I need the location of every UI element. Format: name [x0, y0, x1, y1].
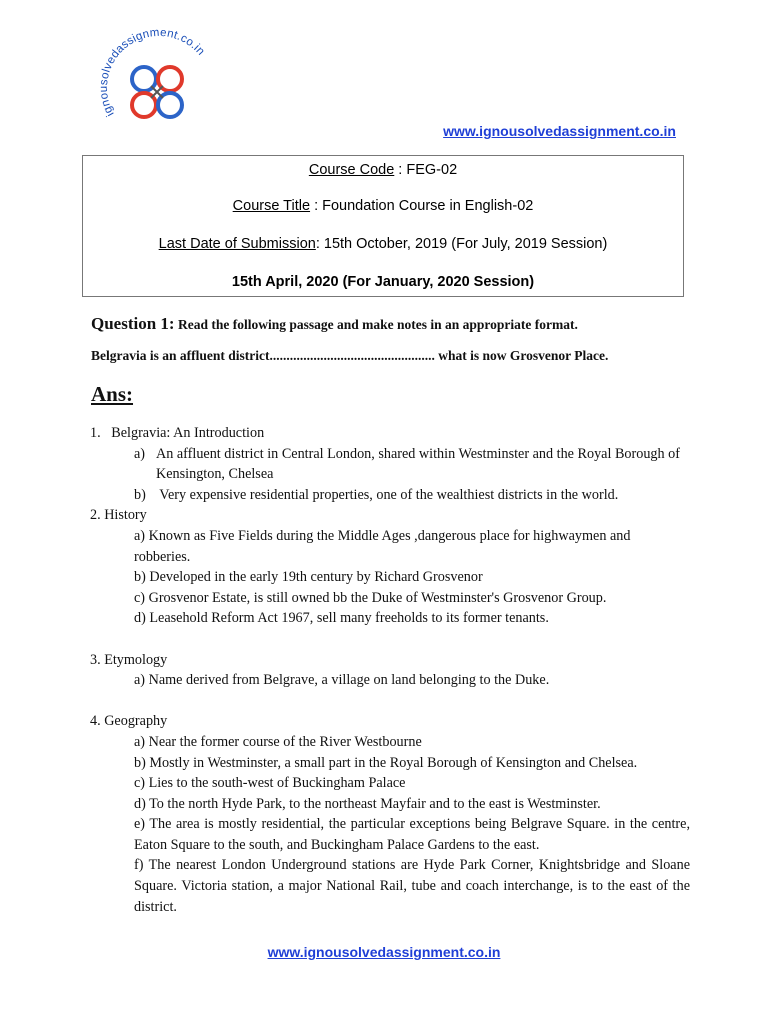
note-text: Very expensive residential properties, one of the wealthiest districts in the world. [156, 486, 619, 503]
section-heading: 2. History [90, 507, 147, 524]
note-item [90, 485, 690, 506]
course-code-value: : FEG-02 [394, 162, 458, 178]
note-item: a) Name derived from Belgrave, a village on land belonging to the Duke. [134, 672, 550, 689]
question-heading [91, 314, 578, 334]
course-title-line [83, 198, 683, 214]
note-item: c) Lies to the south-west of Buckingham Palace [134, 775, 406, 792]
svg-text:ignousolvedassignment.co.in: ignousolvedassignment.co.in [97, 26, 207, 119]
question-text: Read the following passage and make notes in an appropriate format. [174, 317, 578, 332]
note-marker: b) [134, 486, 146, 503]
note-item [90, 444, 690, 485]
answer-heading: Ans: [91, 382, 134, 406]
footer-site-link[interactable]: www.ignousolvedassignment.co.in [267, 944, 501, 960]
note-item: c) Grosvenor Estate, is still owned bb the Duke of Westminster's Grosvenor Group. [134, 589, 607, 606]
note-item: d) To the north Hyde Park, to the northeast Mayfair and to the east is Westminster. [134, 795, 601, 812]
question-label: Question 1: [91, 314, 175, 333]
section-heading: 4. Geography [90, 713, 168, 730]
note-item: b) Developed in the early 19th century by Richard Grosvenor [134, 569, 483, 586]
course-code-label: Course Code [308, 162, 395, 178]
answer-notes [90, 423, 690, 917]
note-item: f) The nearest London Underground stations are Hyde Park Corner, Knightsbridge and Sloane Square. Victoria station, a major National Rail, tube and coach interchange, is to the east of the district. [134, 857, 690, 915]
course-code-line [83, 162, 683, 178]
note-item: d) Leasehold Reform Act 1967, sell many freeholds to its former tenants. [134, 610, 549, 627]
section-heading: 1. Belgravia: An Introduction [90, 425, 265, 441]
site-logo [92, 14, 222, 144]
submission-value: : 15th October, 2019 (For July, 2019 Session) [315, 236, 608, 252]
logo-emblem-icon [92, 14, 222, 144]
submission-date-line [83, 236, 683, 252]
note-marker: a) [134, 445, 146, 462]
note-item: b) Mostly in Westminster, a small part in the Royal Borough of Kensington and Chelsea. [134, 754, 638, 771]
section-heading: 3. Etymology [90, 651, 168, 668]
course-title-value: : Foundation Course in English-02 [310, 198, 534, 214]
header-site-link[interactable]: www.ignousolvedassignment.co.in [443, 123, 676, 139]
note-item: e) The area is mostly residential, the particular exceptions being Belgrave Square. in the centre, Eaton Square to the south, and Buckingham Palace Gardens to the east. [134, 816, 690, 853]
spacer [90, 629, 690, 650]
passage-reference: Belgravia is an affluent district................................................. what is now Grosvenor Place. [91, 348, 609, 363]
course-info-box [82, 155, 684, 297]
note-item: a) Near the former course of the River Westbourne [134, 733, 422, 750]
spacer [90, 691, 690, 712]
submission-date-line-2: 15th April, 2020 (For January, 2020 Session) [231, 274, 535, 290]
submission-label: Last Date of Submission [158, 236, 316, 252]
note-item: a) Known as Five Fields during the Middle Ages ,dangerous place for highwaymen and robberies. [134, 527, 631, 565]
note-text: An affluent district in Central London, shared within Westminster and the Royal Borough of Kensington, Chelsea [156, 445, 680, 483]
course-title-label: Course Title [232, 198, 311, 214]
